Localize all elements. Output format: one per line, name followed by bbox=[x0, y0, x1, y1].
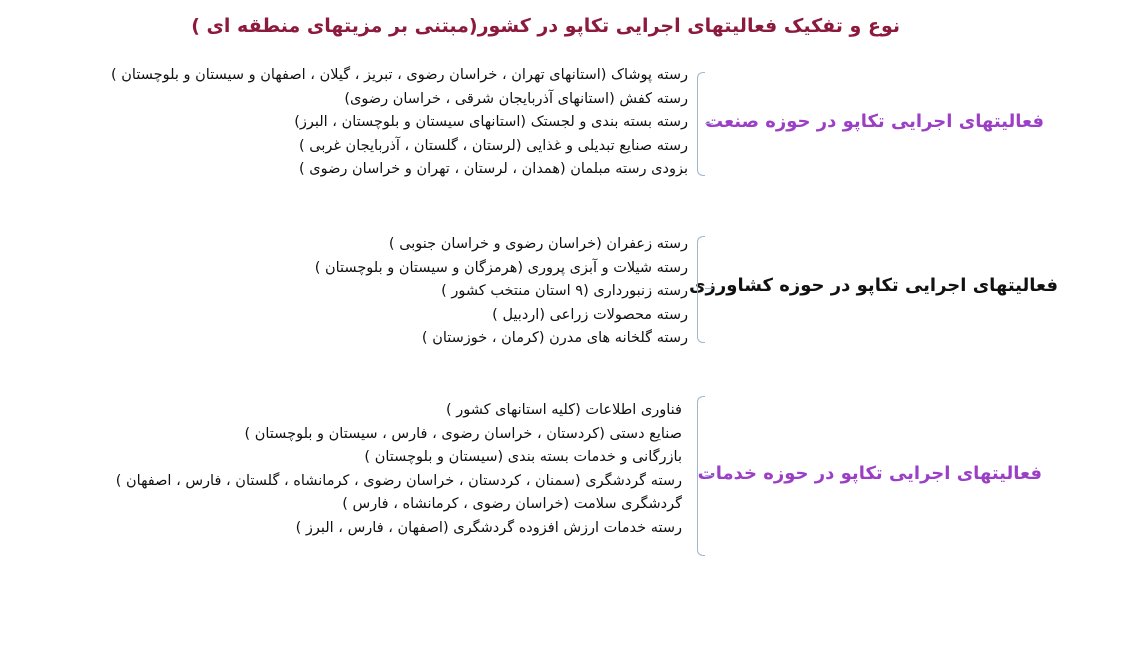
list-item: رسته گردشگری (سمنان ، کردستان ، خراسان رضوی ، کرمانشاه ، گلستان ، فارس ، اصفهان ) bbox=[115, 472, 682, 489]
list-agriculture bbox=[315, 233, 688, 351]
list-item: رسته بسته بندی و لجستک (استانهای سیستان و بلوچستان ، البرز) bbox=[294, 114, 688, 130]
list-item: رسته شیلات و آبزی پروری (هرمزگان و سیستان و بلوچستان ) bbox=[314, 259, 688, 276]
brace-services bbox=[697, 396, 705, 556]
list-item: رسته محصولات زراعی (اردبیل ) bbox=[492, 306, 688, 323]
brace-tip-industry bbox=[705, 123, 713, 124]
list-item: بازرگانی و خدمات بسته بندی (سیستان و بلوچستان ) bbox=[364, 449, 682, 465]
list-item: رسته پوشاک (استانهای تهران ، خراسان رضوی ، تبریز ، گیلان ، اصفهان و سیستان و بلوچستان ) bbox=[110, 67, 688, 83]
list-item: رسته خدمات ارزش افزوده گردشگری (اصفهان ، فارس ، البرز ) bbox=[295, 519, 682, 536]
page-title: نوع و تفکیک فعالیتهای اجرایی تکاپو در کشور(مبتنی بر مزیتهای منطقه ای ) bbox=[191, 15, 900, 37]
list-services bbox=[116, 399, 682, 540]
brace-tip-agriculture bbox=[705, 288, 713, 289]
list-item: رسته صنایع تبدیلی و غذایی (لرستان ، گلستان ، آذربایجان غربی ) bbox=[298, 137, 688, 154]
list-item: رسته کفش (استانهای آذربایجان شرقی ، خراسان رضوی) bbox=[344, 90, 688, 107]
list-item: گردشگری سلامت (خراسان رضوی ، کرمانشاه ، فارس ) bbox=[342, 496, 682, 512]
list-item: صنایع دستی (کردستان ، خراسان رضوی ، فارس ، سیستان و بلوچستان ) bbox=[244, 425, 682, 442]
section-label-services: فعالیتهای اجرایی تکاپو در حوزه خدمات bbox=[697, 463, 1042, 484]
list-item: بزودی رسته مبلمان (همدان ، لرستان ، تهران و خراسان رضوی ) bbox=[298, 161, 688, 177]
brace-industry bbox=[697, 72, 705, 176]
list-item: رسته زعفران (خراسان رضوی و خراسان جنوبی ) bbox=[388, 236, 688, 252]
list-item: رسته زنبورداری (۹ استان منتخب کشور ) bbox=[441, 283, 688, 299]
list-item: فناوری اطلاعات (کلیه استانهای کشور ) bbox=[445, 402, 682, 418]
list-item: رسته گلخانه های مدرن (کرمان ، خوزستان ) bbox=[421, 330, 688, 346]
section-label-agriculture: فعالیتهای اجرایی تکاپو در حوزه کشاورزی bbox=[689, 275, 1058, 296]
brace-tip-services bbox=[705, 475, 713, 476]
list-industry bbox=[111, 64, 688, 182]
brace-agriculture bbox=[697, 236, 705, 343]
section-label-industry: فعالیتهای اجرایی تکاپو در حوزه صنعت bbox=[705, 111, 1044, 132]
